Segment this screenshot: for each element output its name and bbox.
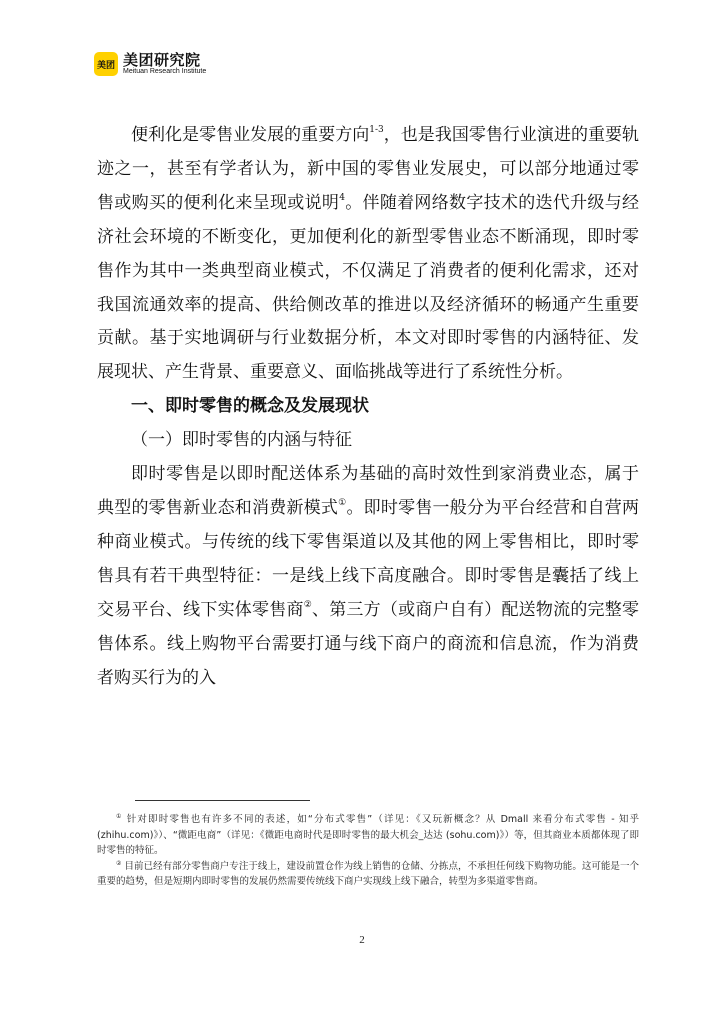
citation-marker: 4 — [339, 192, 345, 203]
logo-title-en: Meituan Research Institute — [123, 68, 207, 75]
section-heading: 一、即时零售的概念及发展现状 — [131, 396, 369, 417]
footnote-item: ② 目前已经有部分零售商户专注于线上，建设前置仓作为线上销售的仓储、分拣点，不承担任何线下购物功能。这可能是一个重要的趋势，但是短期内即时零售的发展仍然需要传统线下商户实现线上线下融合，转型为多渠道零售商。 — [97, 859, 639, 887]
logo-title-cn: 美团研究院 — [123, 51, 201, 69]
footnotes — [97, 812, 639, 890]
footnote-marker: ① — [338, 497, 347, 508]
paragraph-definition: 即时零售是以即时配送体系为基础的高时效性到家消费业态，属于典型的零售新业态和消费新模式①。即时零售一般分为平台经营和自营两种商业模式。与传统的线下零售渠道以及其他的网上零售相比，即时零售具有若干典型特征：一是线上线下高度融合。即时零售是囊括了线上交易平台、线下实体零售商②、第三方（或商户自有）配送物流的完整零售体系。线上购物平台需要打通与线下商户的商流和信息流，作为消费者购买行为的入 — [97, 464, 640, 688]
paragraph-intro: 便利化是零售业发展的重要方向$^{1-3}$，也是我国零售行业演进的重要轨迹之一，甚至有学者认为，新中国的零售业发展史，可以部分地通过零售或购买的便利化来呈现或说明$^4$。伴随着网络数字技术的迭代升级与经济社会环境的不断变化，更加便利化的新型零售业态不断涌现，即时零售作为其中一类典型商业模式，不仅满足了消费者的便利化需求，还对我国流通效率的提高、供给侧改革的推进以及经济循环的畅通产生重要贡献。基于实地调研与行业数据分析，本文对即时零售的内涵特征、发展现状、产生背景、重要意义、面临挑战等进行了系统性分析。 — [97, 125, 640, 383]
citation-marker: 1-3 — [369, 125, 384, 135]
meituan-logo-icon: 美团 — [94, 52, 118, 76]
page-number: 2 — [359, 934, 365, 946]
header-logo — [94, 52, 206, 76]
footnote-marker: ② — [303, 599, 312, 610]
document-body — [97, 119, 639, 695]
subsection-heading: （一）即时零售的内涵与特征 — [131, 430, 352, 451]
logo-text — [123, 52, 206, 76]
footnote-item: ① 针对即时零售也有许多不同的表述，如“分布式零售”（详见：《又玩新概念？从 Dmall 来看分布式零售 - 知乎 (zhihu.com)》）、“微距电商”（详见：《微距电商时代是即时零售的最大机会_达达 (sohu.com)》）等，但其商业本质都体现了即时零售的特征。 — [97, 813, 639, 856]
footnote-divider — [135, 800, 310, 801]
